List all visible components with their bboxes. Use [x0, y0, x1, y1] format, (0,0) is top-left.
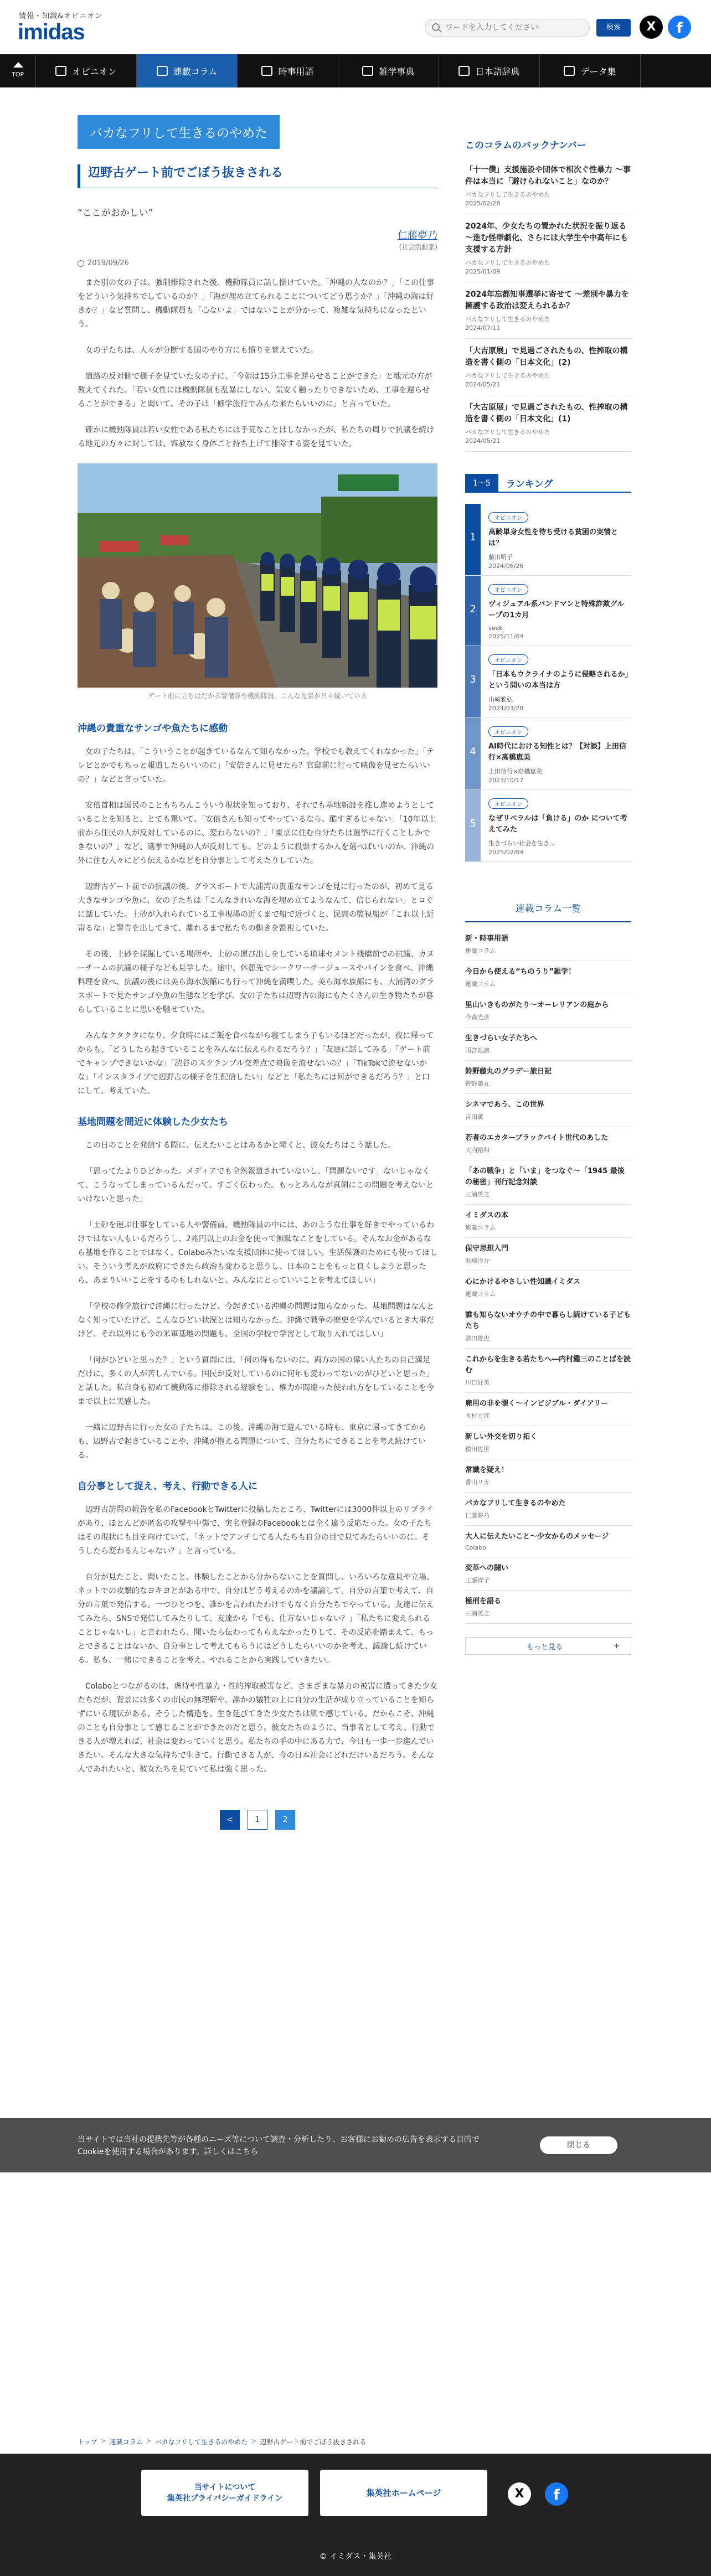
rank-number: 1	[465, 504, 481, 575]
column-item[interactable]	[465, 1094, 631, 1127]
more-button[interactable]	[465, 1637, 631, 1655]
rank-title: なぜリベラルは「負ける」のか について考えてみた	[488, 814, 627, 834]
rank-tag: オピニオン	[488, 798, 528, 809]
site-footer	[0, 2454, 711, 2576]
column-title: 心にかけるやさしい性知識イミダス	[465, 1278, 581, 1286]
rank-author: 上田信行×高橋恵美	[488, 768, 543, 775]
prev-page-button[interactable]: <	[220, 1810, 240, 1830]
column-title: 生きづらい女子たちへ	[465, 1034, 538, 1042]
rank-author: seek	[488, 624, 503, 632]
clock-icon	[78, 260, 84, 267]
column-author: 清田雄史	[465, 1335, 490, 1342]
column-item[interactable]	[465, 1271, 631, 1304]
facebook-icon[interactable]: f	[668, 16, 691, 39]
rank-body	[481, 718, 631, 789]
column-title: 里山いきものがたり～オーレリアンの庭から	[465, 1001, 609, 1009]
column-title: 雇用の非を覗く～インビジブル・ダイアリー	[465, 1400, 609, 1408]
paragraph: 自分が見たこと、聞いたこと、体験したことから分からないことを質問し、いろいろな意見や立場、ネットでの攻撃的なヨキヨとがある中で、自分はどう考えるのかを議論して、自分の言葉で考えて、自分の言葉で発信する。一つひとつを、誰かを言われたわけでもなく自分たちでやっている。友達に伝えてみたら、SNSで発信してみたりして、友達から「でも、仕方ないじゃない？」「私たちに変えられることじゃないし」と言われたら、聞いたら伝わってもらえなかったりして、その反応を踏まえて、もっとできることはないか、自分事として考えてもらうにはどうしたらいいのかを考え、議論し続けている。私も、一緒にできることを考え、やれることから実践していきたい。	[78, 1573, 434, 1665]
column-title[interactable]: バカなフリして生きるのやめた	[78, 115, 280, 149]
nav-label: データ集	[580, 66, 616, 77]
rank-body	[481, 646, 631, 717]
column-item[interactable]	[465, 1304, 631, 1349]
nav-label: 連載コラム	[173, 66, 218, 77]
column-item[interactable]	[465, 1160, 631, 1205]
column-title: 新しい外交を切り拓く	[465, 1433, 538, 1441]
book-icon	[362, 66, 373, 76]
column-author: 連載コラム	[465, 980, 496, 988]
backnumber-date: 2024/05/21	[465, 437, 501, 445]
column-author: Colabo	[465, 1544, 486, 1551]
backnumber-item[interactable]	[465, 395, 631, 452]
nav-jiji[interactable]	[238, 54, 338, 87]
cookie-text: 当サイトでは当社の提携先等が各種のニーズ等について調査・分析したり、お客様にお勧めの広告を表示する目的でCookieを使用する場合があります。詳しくはこちら	[78, 2135, 480, 2156]
columns-list	[465, 928, 631, 1624]
section-heading: 基地問題を間近に体験した少女たち	[78, 1117, 228, 1128]
ranking-label: ランキング	[506, 478, 553, 490]
column-author: 雨宮処凛	[465, 1047, 490, 1054]
rank-date: 2025/11/04	[488, 633, 524, 640]
search-icon	[432, 23, 440, 31]
paragraph: 安倍首相は国民のこともちろんこういう現状を知っており、それでも基地新設を推し進めようとしていることを知ると、とても驚いて、「安倍さんも知ってやっているなら、酷すぎるじゃない」「10年以上前から住民の人が反対しているのに、変わらないの？」「東京に住む自分たちは選挙に行くことしかできないの？」など、選挙で沖縄の人が反対しても、どのように投票するか人を選べばいいのか、沖縄の外に住む人々にどう伝えるかなどを自分事として考えたりしていた。	[78, 801, 436, 865]
backnumber-title: 「大吉原展」で見過ごされたもの、性搾取の構造を書く側の「日本文化」(2)	[465, 347, 628, 367]
breadcrumb-separator: >	[146, 2437, 152, 2445]
rank-title: 高齢単身女性を待ち受ける貧困の実情とは？	[488, 528, 619, 548]
backnumber-item[interactable]	[465, 282, 631, 339]
article-photo	[78, 463, 437, 688]
column-item[interactable]	[465, 961, 631, 994]
ranking-list	[465, 504, 631, 862]
x-icon[interactable]: X	[508, 2482, 531, 2506]
column-title: 新・時事用語	[465, 935, 509, 943]
data-icon	[564, 66, 575, 76]
nav-column[interactable]	[137, 54, 238, 87]
facebook-icon[interactable]: f	[545, 2482, 568, 2506]
column-item[interactable]	[465, 1061, 631, 1094]
column-item[interactable]	[465, 994, 631, 1028]
column-item[interactable]	[465, 1591, 631, 1624]
paragraph: その後、土砂を採掘している場所や、土砂の運び出しをしている琉球セメント桟橋前での抗議、カヌーチームの抗議の様子なども見学した。途中、休憩先でシークワーサージュースやパインを食べ、沖縄料理を食べ、抗議の後には美ら海水族館にも行って沖縄を満喫した。美ら海水族館にも、大浦湾のグラスボートで見たサンゴや魚の生態などを学び、女の子たちは辺野古の海にもたくさんの生き物たちが暮らしていることに思いを馳せていた。	[78, 950, 434, 1014]
rank-tag: オピニオン	[488, 512, 528, 523]
copyright: © イミダス・集英社	[319, 2552, 392, 2561]
column-item[interactable]	[465, 1557, 631, 1591]
nav-dictionary[interactable]	[439, 54, 540, 87]
paragraph: 「思ってたよりひどかった。メディアでも全然報道されていないし、「問題ないです」ないじゃなくて、こうなってしまっているんだって、すごく伝わった。もっとみんなが真剣にこの問題を考えないといけないと思った」	[78, 1167, 434, 1204]
page-1-button[interactable]: 1	[248, 1810, 267, 1830]
breadcrumb-item[interactable]: バカなフリして生きるのやめた	[154, 2438, 248, 2446]
author-role: (社会活動家)	[399, 243, 437, 251]
rank-body	[481, 504, 631, 575]
photo-caption: ゲート前に立ちはだかる警備隊や機動隊員。こんな光景が日々続いている	[147, 692, 367, 700]
column-author: 連載コラム	[465, 1290, 496, 1298]
ranking-header	[465, 474, 631, 493]
ranking-item[interactable]	[465, 504, 631, 576]
nav-label: 時事用語	[278, 66, 314, 77]
column-title: 変革への闘い	[465, 1564, 509, 1572]
paragraph: 道路の反対側で様子を見ていた女の子に、「今朝は15分工事を遅らせることができた」と地元の方が教えてくれた。「若い女性には機動隊員も乱暴にしない、気安く触ったりできないため、工事を遅らせることができる」と聞いて、その子は「修学旅行でみんな来たらいいのに」と言っていた。	[78, 372, 432, 409]
nav-label: オピニオン	[72, 66, 117, 77]
paragraph: 確かに機動隊員は若い女性である私たちには手荒なことはしなかったが、私たちの周りで抗議を続ける地元の方々に対しては、容赦なく身体ごと持ち上げて排除する姿を見ていた。	[78, 426, 434, 448]
privacy-line-1: 当サイトについて	[194, 2483, 256, 2492]
backnumber-item[interactable]	[465, 158, 631, 214]
article-title: 辺野古ゲート前でごぼう抜きされる	[78, 164, 437, 188]
paragraph: 辺野古訪問の報告を私のFacebookとTwitterに投稿したところ、Twitterには3000件以上のリプライがあり、ほとんどが匿名の攻撃や中傷で、実名登録のFacebookとは全く違う反応だった。女の子たちはその現状にも目を向けていて、「ネットでアンチしてる人たちも自分の目で見てみたらいいのに。そうしたら変わるんじゃない？」と言っている。	[78, 1505, 434, 1556]
breadcrumb-separator: >	[251, 2437, 257, 2445]
breadcrumb-item[interactable]: トップ	[78, 2438, 97, 2446]
glossary-icon	[261, 66, 272, 76]
privacy-guideline-button[interactable]	[141, 2470, 308, 2516]
column-author: 三浦英之	[465, 1610, 490, 1617]
publish-date	[78, 259, 437, 267]
breadcrumb-separator: >	[100, 2437, 106, 2445]
author-link[interactable]: 仁藤夢乃	[398, 230, 437, 241]
column-title: 大人に伝えたいこと～少女からのメッセージ	[465, 1532, 609, 1541]
backnumber-date: 2025/01/09	[465, 268, 501, 275]
rank-date: 2024/03/28	[488, 705, 524, 712]
backnumber-title: 「大吉原展」で見過ごされたもの、性搾取の構造を書く側の「日本文化」(1)	[465, 403, 628, 424]
column-title: バカなフリして生きるのやめた	[465, 1499, 566, 1508]
column-author: 川口好美	[465, 1379, 490, 1386]
search-input[interactable]	[445, 22, 584, 34]
ranking-item[interactable]	[465, 790, 631, 862]
column-title: 今日から使える“ちのうり”雑学！	[465, 968, 576, 976]
column-icon	[157, 66, 168, 76]
nav-label: 日本語辞典	[475, 66, 520, 77]
rank-number: 2	[465, 576, 481, 646]
privacy-line-2: 集英社プライバシーガイドライン	[167, 2494, 283, 2503]
column-author: 連載コラム	[465, 1224, 496, 1231]
column-title: イミダスの本	[465, 1211, 509, 1220]
rank-number: 4	[465, 718, 481, 789]
breadcrumb-item[interactable]: 連載コラム	[109, 2438, 143, 2446]
rank-author: 山崎雅弘	[488, 696, 513, 703]
column-item[interactable]	[465, 1426, 631, 1459]
sidebar	[465, 137, 631, 1655]
paragraph: 「学校の修学旅行で沖縄に行ったけど、今起きている沖縄の問題は知らなかった。基地問題はなんとなく知っていたけど、こんなひどい状況とは知らなかった。沖縄で戦争の歴史を学んでいるとき大事だけど、それ以外にも今の米軍基地の問題も、全国の学校で学習として取り入れてほしい」	[78, 1302, 434, 1339]
paragraph: Colaboとつながるのは、虐待や性暴力・性的搾取被害など、さまざまな暴力の被害に遭ってきた少女たちだが、背景には多くの市民の無理解や、誰かの犠牲の上に自分の生活が成り立っていることを知らずにいる現状がある。そうした構造を、生き延びてきた少女たちは肌で感じている。だからこそ、沖縄のことも自分事として感じることができたのだと思う。彼女たちのように、当事者として考え、行動できる人が増えれば、社会は変わっていくと思う。私たちの手の中にある力で、今日も一歩一歩進んでいきたい。そんな大きな気持ちで生きて、行動できる人が、今の日本社会にどれだけいるだろう。そんな人であれたいと、彼女たちを見ていて私は強く思った。	[78, 1682, 437, 1774]
plus-icon: +	[614, 1641, 620, 1650]
nav-zatsugaku[interactable]	[338, 54, 439, 87]
backnumber-series: バカなフリして生きるのやめた	[465, 372, 550, 379]
column-title: 誰も知らないオウチの中で暮らし続けている子どもたち	[465, 1311, 631, 1330]
shueisha-home-button[interactable]: 集英社ホームページ	[320, 2470, 487, 2516]
column-item[interactable]	[465, 1393, 631, 1426]
backnumber-date: 2024/07/11	[465, 324, 501, 332]
rank-tag: オピニオン	[488, 726, 528, 737]
rank-author: 生きづらい社会を生き…	[488, 840, 555, 847]
column-item[interactable]	[465, 1526, 631, 1557]
breadcrumb	[78, 2437, 366, 2446]
backnumber-list	[465, 158, 631, 452]
rank-body	[481, 790, 631, 861]
rank-tag: オピニオン	[488, 584, 528, 595]
breadcrumb-current: 辺野古ゲート前でごぼう抜きされる	[260, 2438, 367, 2446]
column-author: 吉田薫	[465, 1113, 483, 1121]
rank-title: 「日本もウクライナのように侵略されるか」という問いの本当は方	[488, 670, 629, 690]
column-item[interactable]	[465, 1238, 631, 1271]
nav-label: 雑学事典	[379, 66, 415, 77]
cookie-banner	[0, 2118, 711, 2172]
logo-tagline: 情報・知識&オピニオン	[19, 12, 103, 20]
ranking-item[interactable]	[465, 718, 631, 790]
opinion-icon	[55, 66, 66, 76]
nav-top-button[interactable]: TOP	[0, 54, 36, 87]
columns-heading: 連載コラム一覧	[465, 901, 631, 922]
rank-title: AI時代における知性とは？【対談】上田信行×高橋恵美	[488, 742, 626, 762]
backnumber-title: 「十一僕」支援施設や団体で相次ぐ性暴力 ～事件は本当に「避けられないこと」なのか？	[465, 166, 631, 186]
article	[78, 115, 437, 1830]
backnumber-item[interactable]	[465, 214, 631, 282]
date-text: 2019/09/26	[87, 259, 129, 267]
column-author: 今森光彦	[465, 1014, 490, 1021]
column-author: 浜崎洋介	[465, 1257, 490, 1264]
column-author: 仁藤夢乃	[465, 1512, 490, 1519]
pagination	[78, 1810, 437, 1830]
section-heading: 自分事として捉え、考え、行動できる人に	[78, 1481, 258, 1492]
backnumber-series: バカなフリして生きるのやめた	[465, 429, 550, 436]
dictionary-icon	[458, 66, 470, 76]
column-author: 木村元彦	[465, 1412, 490, 1419]
column-title: 「あの戦争」と「いま」をつなぐ～「1945 最後の秘密」刊行記念対談	[465, 1167, 625, 1186]
paragraph: 女の子たちは、「こういうことが起きているなんて知らなかった。学校でも教えてくれなかった」「テレビとかでもちっと報道したらいいのに」「安倍さんに見せたら？官邸前に行って映像を見せたらいいの？」などと言っていた。	[78, 747, 434, 784]
column-item[interactable]	[465, 1205, 631, 1238]
rank-title: ヴィジュアル系バンドマンと特殊詐欺グループの1カ月	[488, 600, 625, 620]
ranking-item[interactable]	[465, 646, 631, 718]
backnumber-date: 2024/05/21	[465, 381, 501, 388]
rank-date: 2024/06/26	[488, 562, 524, 570]
column-title: 常識を疑え！	[465, 1466, 509, 1474]
column-title: 保守思想入門	[465, 1245, 509, 1253]
search-box	[425, 19, 590, 37]
backnumber-title: 2024年、少女たちの置かれた状況を振り返る ～進む怪帯劇化、さらには大学生や中高年にも支援する方針	[465, 222, 628, 254]
column-author: 香山リカ	[465, 1479, 490, 1486]
protest-scene-image	[78, 463, 437, 688]
paragraph: 辺野古ゲート前での抗議の後、グラスボートで大浦湾の貴重なサンゴを見に行ったのが、初めて見る大きなサンゴや魚に、女の子たちは「こんなきれいな海を埋め立てようなんて、信じられない」とロぐに話していた。土砂が入れられている工事現場の近くまで船で近づくと、民間の監視船が「これ以上近寄るな」と警告を出してきて、離れるまで私たちの動きを監視していた。	[78, 882, 434, 933]
backnumber-series: バカなフリして生きるのやめた	[465, 259, 550, 266]
column-author: 工藤祥子	[465, 1577, 490, 1584]
column-title: 若者のエカタープラックバイト世代のあした	[465, 1134, 609, 1142]
nav-opinion[interactable]	[36, 54, 137, 87]
ranking-tab[interactable]: 1～5	[465, 474, 498, 492]
paragraph: また別の女の子は、強制排除された後、機動隊員に話し掛けていた。「沖縄の人なのか？」「この仕事をどういう気持ちでしているのか？」「海が埋め立てられることについてどう思うか？」「沖縄の海は好きか？」など質問し、機動隊員も「心ないよ」ではないことが分かって、複雑な気持ちになったという。	[78, 278, 434, 329]
rank-author: 藤川明子	[488, 554, 513, 561]
paragraph: この日のことを発信する際に、伝えたいことはあるかと聞くと、彼女たちはこう話した。	[85, 1141, 395, 1150]
column-item[interactable]	[465, 928, 631, 961]
column-item[interactable]	[465, 1127, 631, 1160]
more-label: もっと見る	[527, 1643, 563, 1651]
backnumber-series: バカなフリして生きるのやめた	[465, 191, 550, 198]
rank-date: 2025/02/04	[488, 849, 524, 856]
cookie-close-button[interactable]: 閉じる	[540, 2136, 617, 2154]
column-item[interactable]	[465, 1493, 631, 1526]
column-item[interactable]	[465, 1028, 631, 1061]
column-author: 猿田佐世	[465, 1446, 490, 1453]
column-title: シネマであう、この世界	[465, 1101, 544, 1109]
paragraph: みんなクタクタになり、夕食時にはご飯を食べながら寝てしまう子もいるほどだったが、夜に帰ってからも、「どうしたら起きていることをみんなに伝えられるだろう？」「友達に話してみる」「ゲート前でキャンプできないかな」「渋谷のスクランブル交差点で映像を流せないの？」「TikTokで流せないかな」「インスタライブで辺野古の様子を生配信したい」などと「私たちには何ができるだろう？」と口にして、考えていた。	[78, 1031, 434, 1096]
site-logo[interactable]: imidas	[18, 20, 85, 44]
page-2-button[interactable]: 2	[275, 1810, 295, 1830]
paragraph: 一緒に辺野古に行った女の子たちは、この後、沖縄の海で遊んでいる時も、東京に帰ってきてからも、辺野古で起きていることや、沖縄が抱える問題について、自分たちにできることを考え続けている。	[78, 1423, 426, 1460]
column-title: これからを生きる若たちへ―内村鑑三のことばを読む	[465, 1355, 631, 1375]
column-author: 大内裕和	[465, 1147, 490, 1154]
global-nav	[0, 54, 711, 87]
rank-body	[481, 576, 631, 646]
paragraph: 「何がひどいと思った？」という質問には、「何の得もないのに、両方の国の偉い人たちの自己満足だけに、多くの人が苦しんでいる。国民が反対しているのに何年も変わってないのがひどいと思った」と話した。私自身も初めて機動隊に排除される経験をし、権力が間違った使われ方をしていることを今まで以上に実感した。	[78, 1356, 434, 1406]
section-heading: 沖縄の貴重なサンゴや魚たちに感動	[78, 723, 228, 734]
backnumber-title: 2024年忘都知事選挙に寄せて ～差別や暴力を擁護する政治は変えられるか？	[465, 290, 629, 311]
column-author: 鈴野藤丸	[465, 1080, 490, 1087]
column-author: 三浦英之	[465, 1191, 490, 1198]
column-item[interactable]	[465, 1459, 631, 1493]
rank-tag: オピニオン	[488, 654, 528, 665]
article-lead: “ここがおかしい”	[78, 208, 153, 219]
nav-data[interactable]	[540, 54, 641, 87]
backnumber-date: 2025/02/28	[465, 200, 501, 207]
column-item[interactable]	[465, 1349, 631, 1393]
site-header	[0, 0, 711, 54]
column-title: 極刑を語る	[465, 1597, 502, 1606]
rank-date: 2023/10/17	[488, 777, 524, 784]
search-button[interactable]: 検索	[596, 19, 631, 37]
ranking-item[interactable]	[465, 576, 631, 646]
rank-number: 3	[465, 646, 481, 717]
column-author: 連載コラム	[465, 947, 496, 954]
paragraph: 女の子たちは、人々が分断する国のやり方にも憤りを覚えていた。	[85, 346, 318, 355]
backnumber-item[interactable]	[465, 339, 631, 395]
backnumber-series: バカなフリして生きるのやめた	[465, 316, 550, 323]
x-icon[interactable]: X	[640, 16, 663, 39]
rank-number: 5	[465, 790, 481, 861]
paragraph: 「土砂を運ぶ仕事をしている人や警備員、機動隊員の中には、あのような仕事を好きでやっているわけではない人もいるだろうし、2兆円以上のお金を使って無駄なことをしている。そんなお金があるなら基地を作ることではなく、Colaboみたいな支援団体に使ってほしい。生活保護のためにも使ってほしい。そういう考えが政府にできたら政治も変わると思うし、日本のことをもっと良くしようと思ったら、あまりいいことをするのもしれないと、みんなにとっていいことを考えてほしい」	[78, 1221, 437, 1285]
column-title: 鈴野藤丸のグラデー旅日記	[465, 1067, 552, 1076]
backnumber-heading: このコラムのバックナンバー	[465, 140, 586, 151]
